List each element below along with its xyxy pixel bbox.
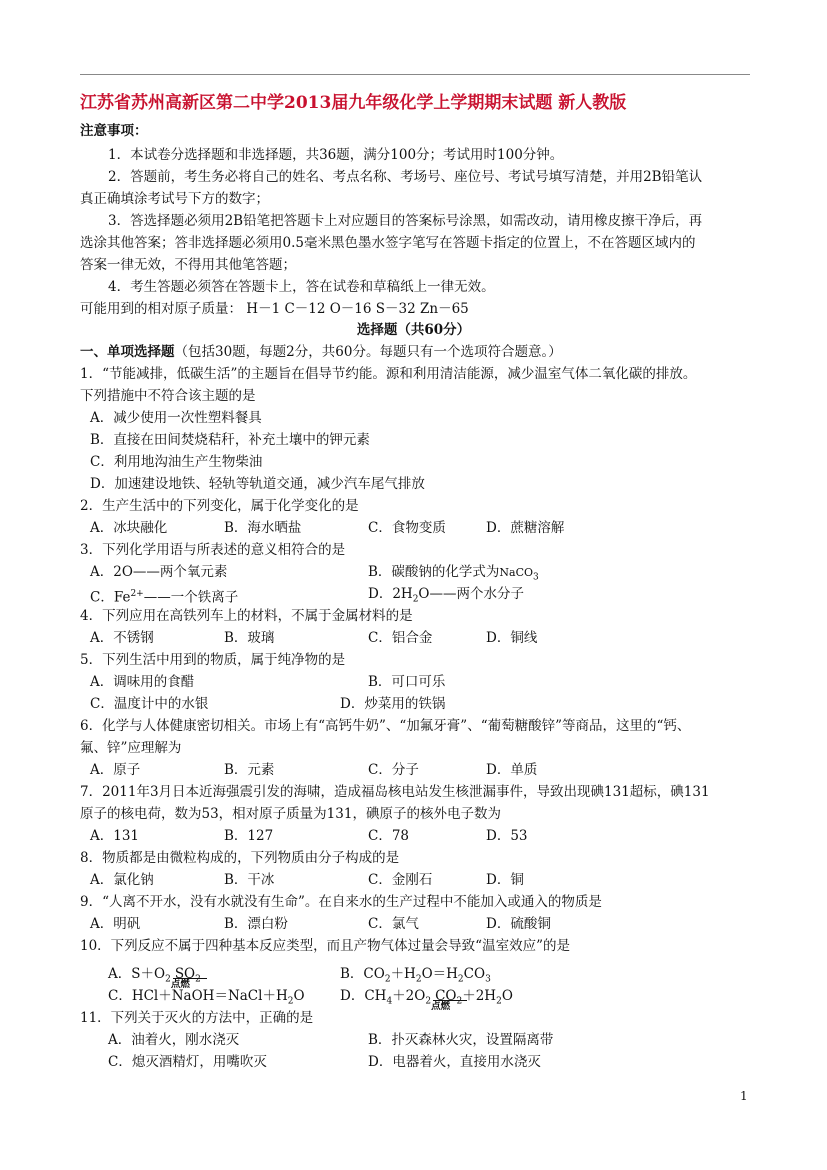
q11-option-a: A．油着火，刚水浇灭: [108, 1032, 240, 1048]
q1-option-c: C．利用地沟油生产生物柴油: [90, 454, 263, 470]
q1-stem: 1．“节能减排，低碳生活”的主题旨在倡导节约能。源和利用清洁能源，减少温室气体二氧化碳的排放。: [80, 366, 697, 382]
notice-item-2: 2．答题前，考生务必将自己的姓名、考点名称、考场号、座位号、考试号填写清楚，并用2B铅笔认: [108, 169, 703, 185]
q3-stem: 3．下列化学用语与所表述的意义相符合的是: [80, 542, 346, 558]
q10-option-d: D．$CH_4+2O_2$ 点燃 $CO_2+2H_2O$: [340, 988, 513, 1012]
q4-option-b: B．玻璃: [224, 630, 275, 646]
part-description: （包括30题，每题2分，共60分。每题只有一个选项符合题意。）: [174, 344, 562, 360]
q7-option-a: A．131: [90, 828, 140, 844]
q9-stem: 9．“人离不开水，没有水就没有生命”。在自来水的生产过程中不能加入或通入的物质是: [80, 894, 602, 910]
part-heading: [80, 342, 562, 362]
atomic-masses: 可能用到的相对原子质量： H－1 C－12 O－16 S－32 Zn－65: [80, 301, 469, 317]
q10-option-c: C．$HCl+NaOH=NaCl+H_2O$: [108, 988, 305, 1007]
q9-option-c: C．氯气: [368, 916, 419, 932]
q5-option-b: B．可口可乐: [368, 674, 446, 690]
q3-option-a: A．2O——两个氧元素: [90, 564, 228, 580]
header-rule: [80, 74, 750, 75]
q1-option-a: A．减少使用一次性塑料餐具: [90, 410, 262, 426]
q4-option-a: A．不锈钢: [90, 630, 154, 646]
q2-option-b: B．海水晒盐: [224, 520, 302, 536]
q5-stem: 5．下列生活中用到的物质，属于纯净物的是: [80, 652, 346, 668]
notice-item-3-cont: 选涂其他答案；答非选择题必须用0.5毫米黑色墨水签字笔写在答题卡指定的位置上，不在答题区域内的: [80, 235, 696, 251]
q7-option-c: C．78: [368, 828, 410, 844]
q4-option-d: D．铜线: [486, 630, 538, 646]
q6-option-c: C．分子: [368, 762, 419, 778]
q8-option-c: C．金刚石: [368, 872, 433, 888]
q9-option-b: B．漂白粉: [224, 916, 288, 932]
q2-stem: 2．生产生活中的下列变化，属于化学变化的是: [80, 498, 359, 514]
q3-option-d: D．$2H_2O——$两个水分子: [368, 586, 524, 605]
q10-stem: 10．下列反应不属于四种基本反应类型，而且产物气体过量会导致“温室效应”的是: [80, 938, 570, 954]
notice-item-4: 4．考生答题必须答在答题卡上，答在试卷和草稿纸上一律无效。: [108, 279, 495, 295]
q4-stem: 4．下列应用在高铁列车上的材料，不属于金属材料的是: [80, 608, 413, 624]
q1-option-b: B．直接在田间焚烧秸秆，补充土壤中的钾元素: [90, 432, 370, 448]
q5-option-d: D．炒菜用的铁锅: [340, 696, 446, 712]
q8-option-a: A．氯化钠: [90, 872, 154, 888]
notice-item-2-cont: 真正确填涂考试号下方的数字；: [80, 191, 269, 207]
page-number: 1: [740, 1089, 748, 1103]
q1-option-d: D．加速建设地铁、轻轨等轨道交通，减少汽车尾气排放: [90, 476, 425, 492]
q7-option-b: B．127: [224, 828, 274, 844]
q11-option-b: B．扑灭森林火灾，设置隔离带: [368, 1032, 554, 1048]
q4-option-c: C．铝合金: [368, 630, 433, 646]
notice-item-3-cont2: 答案一律无效，不得用其他笔答题；: [80, 257, 296, 273]
q6-option-a: A．原子: [90, 762, 141, 778]
exam-title: 江苏省苏州高新区第二中学2013届九年级化学上学期期末试题 新人教版: [80, 93, 627, 113]
q2-option-a: A．冰块融化: [90, 520, 168, 536]
q11-stem: 11．下列关于灭火的方法中，正确的是: [80, 1010, 314, 1026]
q5-option-a: A．调味用的食醋: [90, 674, 195, 690]
q11-option-d: D．电器着火，直接用水浇灭: [368, 1054, 541, 1070]
q10-option-b: B．$CO_2+H_2O=H_2CO_3$: [340, 966, 491, 985]
q7-option-d: D．53: [486, 828, 528, 844]
q9-option-d: D．硫酸铜: [486, 916, 551, 932]
q6-stem-cont: 氟、锌”应理解为: [80, 740, 182, 756]
q8-option-d: D．铜: [486, 872, 524, 888]
q8-option-b: B．干冰: [224, 872, 275, 888]
q3-option-b: B．碳酸钠的化学式为NaCO$_3$: [368, 564, 539, 583]
q6-option-d: D．单质: [486, 762, 538, 778]
q9-option-a: A．明矾: [90, 916, 141, 932]
q2-option-d: D．蔗糖溶解: [486, 520, 565, 536]
q2-option-c: C．食物变质: [368, 520, 446, 536]
q8-stem: 8．物质都是由微粒构成的，下列物质由分子构成的是: [80, 850, 400, 866]
q6-option-b: B．元素: [224, 762, 275, 778]
q6-stem: 6．化学与人体健康密切相关。市场上有“高钙牛奶”、“加氟牙膏”、“葡萄糖酸锌”等商品，这里的“钙、: [80, 718, 691, 734]
q10-option-a: A．$S+O_2$ 点燃 $SO_2$: [108, 964, 201, 990]
section-heading: 选择题（共60分）: [356, 322, 471, 338]
q7-stem: 7．2011年3月日本近海强震引发的海啸，造成福岛核电站发生核泄漏事件，导致出现碘131超标，碘131: [80, 784, 710, 800]
q3-option-c: C．$Fe^{2+}——$一个铁离子: [90, 589, 239, 606]
notice-heading: 注意事项：: [80, 123, 148, 139]
notice-item-3: 3．答选择题必须用2B铅笔把答题卡上对应题目的答案标号涂黑，如需改动，请用橡皮擦干净后，再: [108, 213, 703, 229]
q5-option-c: C．温度计中的水银: [90, 696, 209, 712]
q7-stem-cont: 原子的核电荷，数为53，相对原子质量为131，碘原子的核外电子数为: [80, 806, 501, 822]
q1-stem-cont: 下列措施中不符合该主题的是: [80, 388, 256, 404]
part-label: 一、单项选择题: [80, 344, 175, 360]
notice-item-1: 1．本试卷分选择题和非选择题，共36题，满分100分；考试用时100分钟。: [108, 147, 564, 163]
q11-option-c: C．熄灭酒精灯，用嘴吹灭: [108, 1054, 267, 1070]
